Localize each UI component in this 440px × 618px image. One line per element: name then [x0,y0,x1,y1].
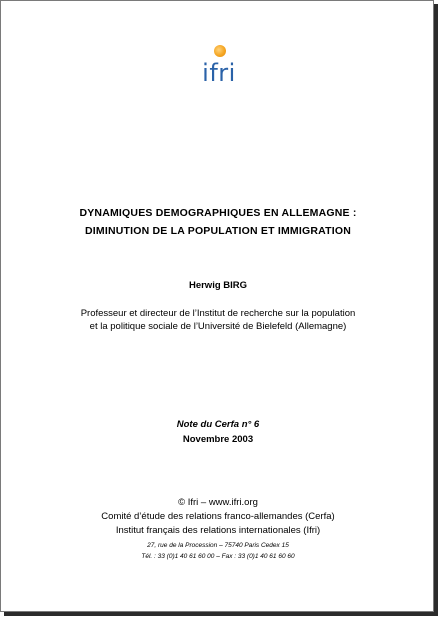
affiliation-line-2: et la politique sociale de l’Université de Bielefeld (Allemagne) [89,321,347,332]
ifri-logo [197,41,241,91]
page-shadow-bottom [4,612,438,616]
logo-dot-icon [214,45,226,57]
address-block [1,540,435,562]
publication-date: Novembre 2003 [182,434,254,445]
page-shadow-right [434,4,438,616]
title-line-2: DIMINUTION DE LA POPULATION ET IMMIGRATION [84,225,352,237]
document-title [1,204,435,240]
phone-line: Tél. : 33 (0)1 40 61 60 00 – Fax : 33 (0)1 40 61 60 60 [141,553,295,560]
title-line-1: DYNAMIQUES DEMOGRAPHIQUES EN ALLEMAGNE : [79,207,357,219]
affiliation-line-1: Professeur et directeur de l’Institut de recherche sur la population [80,308,356,319]
address-line: 27, rue de la Procession – 75740 Paris Cedex 15 [147,542,289,549]
committee-line: Comité d’étude des relations franco-allemandes (Cerfa) [101,511,335,522]
author-name: Herwig BIRG [188,280,248,291]
copyright-line: © Ifri – www.ifri.org [178,497,258,508]
author-affiliation [1,307,435,333]
publisher-block [1,496,435,538]
logo-text: ifri [202,59,236,87]
note-series: Note du Cerfa n° 6 [176,419,260,430]
institute-line: Institut français des relations internationales (Ifri) [115,525,321,536]
